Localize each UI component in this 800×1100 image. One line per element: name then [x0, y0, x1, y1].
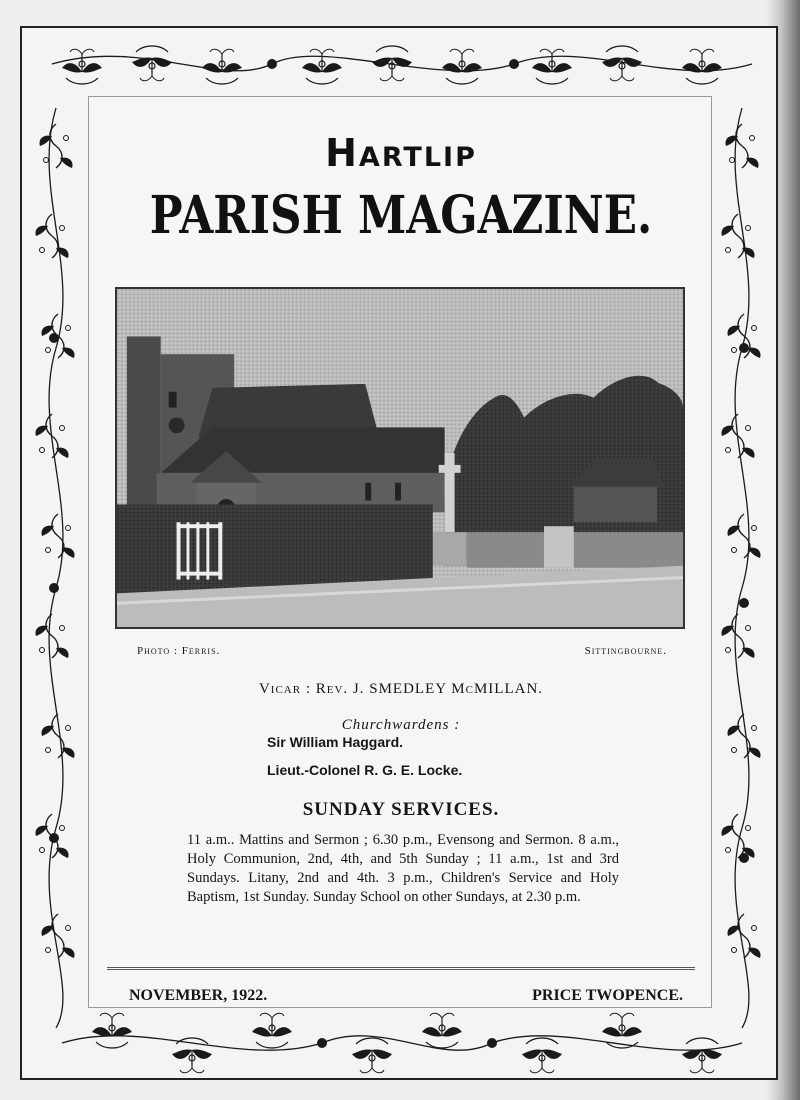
double-rule-divider	[107, 967, 695, 970]
issue-date: NOVEMBER, 1922.	[129, 987, 268, 1004]
cover-content-panel	[88, 96, 712, 1008]
church-photograph	[115, 287, 685, 629]
vicar-line: Vicar : Rev. J. SMEDLEY McMILLAN.	[258, 681, 544, 697]
magazine-title-main: PARISH MAGAZINE.	[149, 185, 653, 246]
magazine-title-hartlip: Hartlip	[325, 131, 477, 175]
photo-credit: Photo : Ferris.	[137, 645, 221, 657]
churchwarden-name: Sir William Haggard.	[267, 734, 404, 750]
sunday-services-text: 11 a.m.. Mattins and Sermon ; 6.30 p.m., Evensong and Sermon. 8 a.m., Holy Communion, 2nd, 4th, and 5th Sunday ; 11 a.m., 1st and 3rd Sundays. Litany, 2nd and 4th. 3 p.m., Children's Service and Holy Baptism, 1st Sunday. Sunday School on other Sundays, at 2.30 p.m.	[187, 832, 619, 905]
issue-price: PRICE TWOPENCE.	[532, 987, 683, 1004]
sunday-services-heading: SUNDAY SERVICES.	[302, 799, 500, 820]
churchwardens-label: Churchwardens :	[341, 717, 461, 733]
photo-location: Sittingbourne.	[584, 645, 667, 657]
churchwarden-name: Lieut.-Colonel R. G. E. Locke.	[267, 762, 463, 778]
magazine-cover	[20, 26, 778, 1080]
